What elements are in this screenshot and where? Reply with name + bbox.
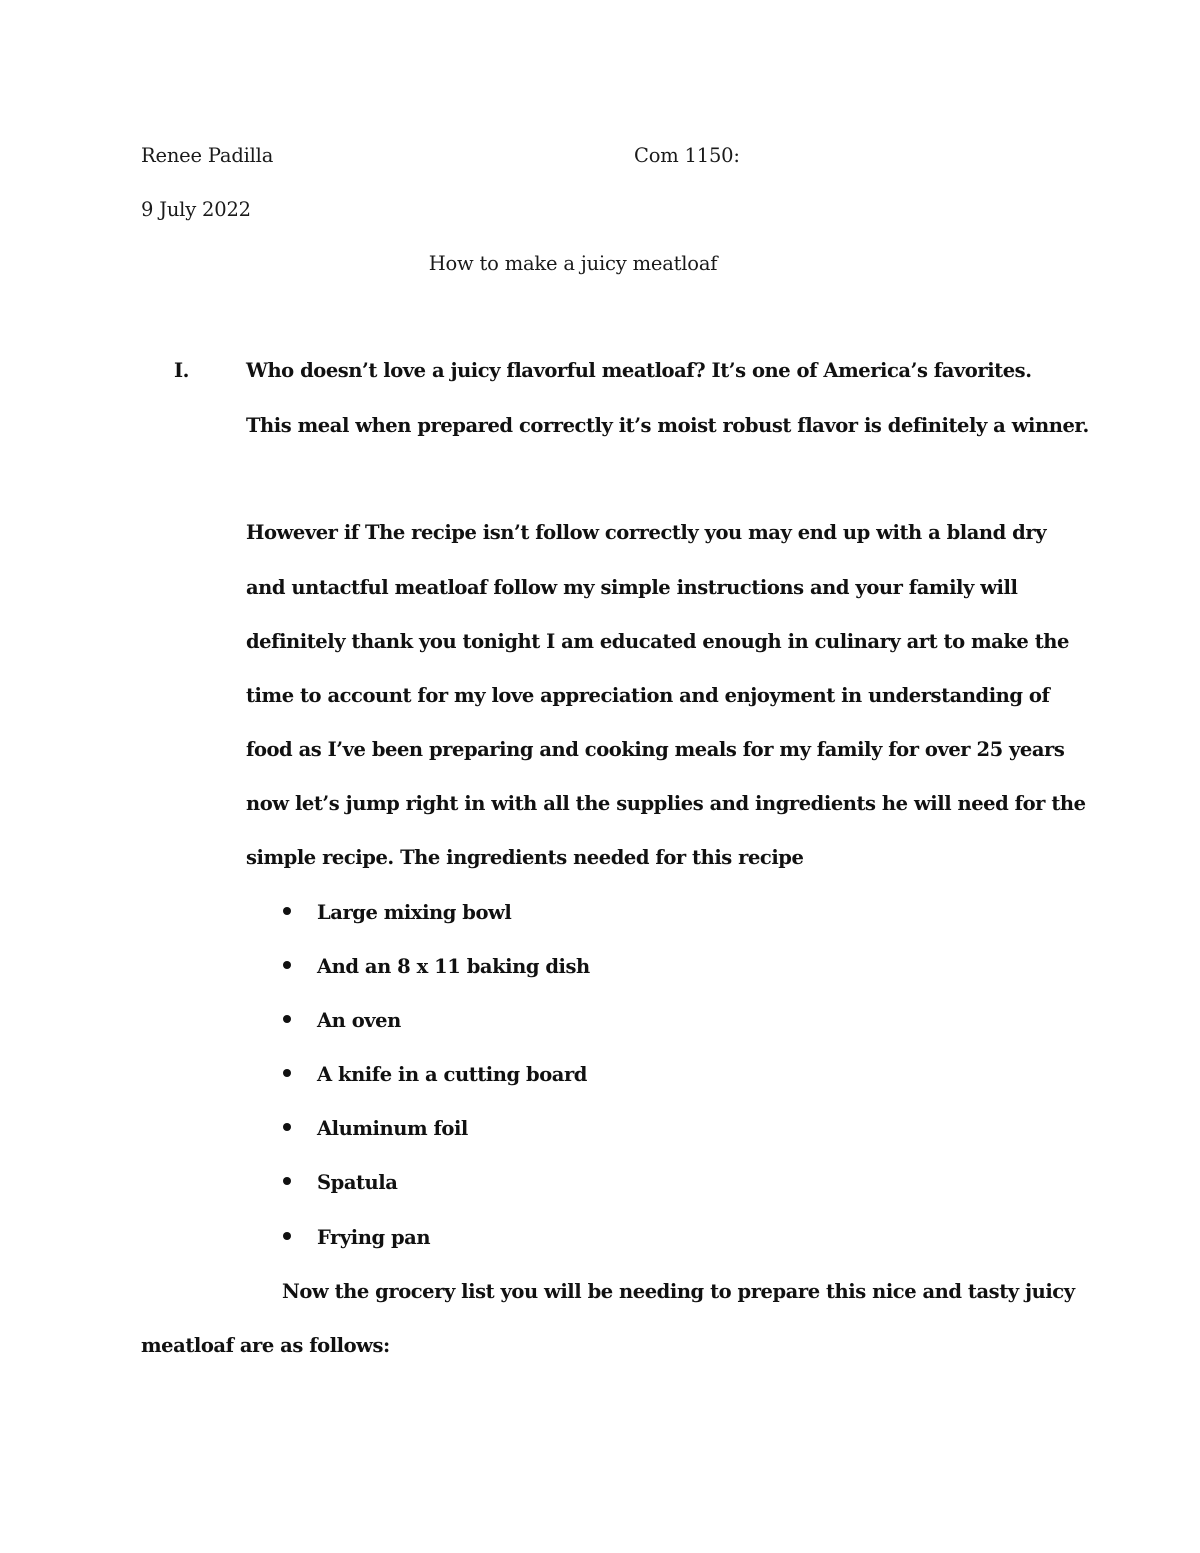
body-line: time to account for my love appreciation and enjoyment in understanding of	[246, 684, 1050, 707]
list-item-label: And an 8 x 11 baking dish	[317, 955, 590, 978]
bullet-icon	[283, 907, 291, 915]
intro-line: This meal when prepared correctly it’s moist robust flavor is definitely a winner.	[246, 414, 1089, 437]
closing-line: meatloaf are as follows:	[141, 1334, 390, 1357]
list-item-label: A knife in a cutting board	[317, 1063, 587, 1086]
closing-line: Now the grocery list you will be needing to prepare this nice and tasty juicy	[282, 1280, 1075, 1303]
section-numeral: I.	[174, 359, 190, 382]
author-name: Renee Padilla	[141, 144, 274, 167]
body-line: However if The recipe isn’t follow correctly you may end up with a bland dry	[246, 521, 1047, 544]
bullet-icon	[283, 1177, 291, 1185]
list-item-label: Spatula	[317, 1171, 398, 1194]
bullet-icon	[283, 1232, 291, 1240]
body-line: definitely thank you tonight I am educated enough in culinary art to make the	[246, 630, 1069, 653]
list-item-label: Aluminum foil	[317, 1117, 468, 1140]
course-code: Com 1150:	[634, 144, 740, 167]
body-line: food as I’ve been preparing and cooking meals for my family for over 25 years	[246, 738, 1065, 761]
document-title: How to make a juicy meatloaf	[428, 252, 718, 275]
list-item-label: Frying pan	[317, 1226, 431, 1249]
list-item-label: Large mixing bowl	[317, 901, 512, 924]
body-line: and untactful meatloaf follow my simple instructions and your family will	[246, 576, 1018, 599]
body-line: now let’s jump right in with all the supplies and ingredients he will need for the	[246, 792, 1086, 815]
bullet-icon	[283, 1015, 291, 1023]
intro-line: Who doesn’t love a juicy flavorful meatloaf? It’s one of America’s favorites.	[246, 359, 1032, 382]
document-date: 9 July 2022	[141, 198, 251, 221]
list-item-label: An oven	[317, 1009, 401, 1032]
bullet-icon	[283, 1123, 291, 1131]
bullet-icon	[283, 1069, 291, 1077]
bullet-icon	[283, 961, 291, 969]
body-line: simple recipe. The ingredients needed for this recipe	[246, 846, 804, 869]
